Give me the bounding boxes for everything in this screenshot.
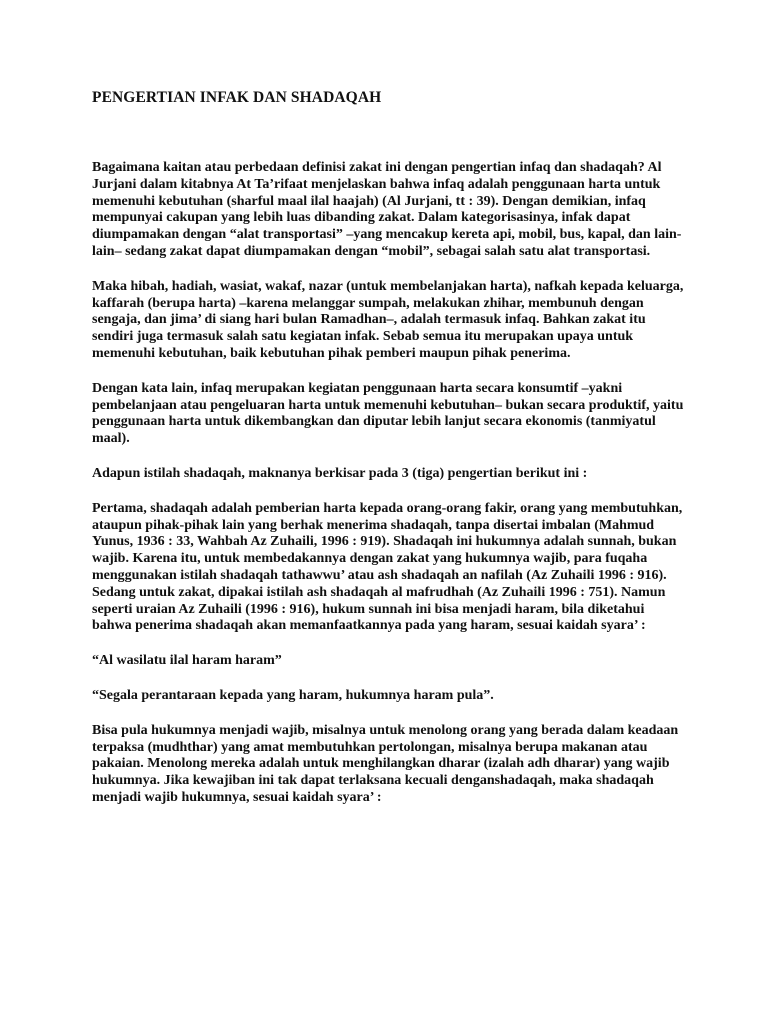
paragraph-shadaqah-obligatory: Bisa pula hukumnya menjadi wajib, misalnya untuk menolong orang yang berada dalam keadaan terpaksa (mudhthar) yang amat membutuhkan pertolongan, misalnya berupa makanan atau pakaian. Menolong mereka adalah untuk menghilangkan dharar (izalah adh dharar) yang wajib hukumnya. Jika kewajiban ini tak dapat terlaksana kecuali denganshadaqah, maka shadaqah menjadi wajib hukumnya, sesuai kaidah syara’ : bbox=[92, 722, 679, 805]
paragraph-kaidah-translation: “Segala perantaraan kepada yang haram, hukumnya haram pula”. bbox=[92, 687, 494, 703]
paragraph-shadaqah-intro: Adapun istilah shadaqah, maknanya berkisar pada 3 (tiga) pengertian berikut ini : bbox=[92, 465, 588, 481]
paragraph-zakat-infaq-definition: Bagaimana kaitan atau perbedaan definisi zakat ini dengan pengertian infaq dan shadaqah? Al Jurjani dalam kitabnya At Ta’rifaat menjelaskan bahwa infaq adalah penggunaan harta untuk memenuhi kebutuhan (sharful maal ilal haajah) (Al Jurjani, tt : 39). Dengan demikian, infaq mempunyai cakupan yang lebih luas dibanding zakat. Dalam kategorisasinya, infak dapat diumpamakan dengan “alat transportasi” –yang mencakup kereta api, mobil, bus, kapal, dan lain-lain– sedang zakat dapat diumpamakan dengan “mobil”, sebagai salah satu alat transportasi. bbox=[92, 160, 682, 259]
paragraph-infaq-scope: Maka hibah, hadiah, wasiat, wakaf, nazar (untuk membelanjakan harta), nafkah kepada keluarga, kaffarah (berupa harta) –karena melanggar sumpah, melakukan zhihar, membunuh dengan sengaja, dan jima’ di siang hari bulan Ramadhan–, adalah termasuk infaq. Bahkan zakat itu sendiri juga termasuk salah satu kegiatan infak. Sebab semua itu merupakan upaya untuk memenuhi kebutuhan, baik kebutuhan pihak pemberi maupun pihak penerima. bbox=[92, 278, 684, 361]
document-page bbox=[92, 88, 686, 825]
paragraph-kaidah-arabic: “Al wasilatu ilal haram haram” bbox=[92, 653, 282, 669]
paragraph-infaq-consumptive: Dengan kata lain, infaq merupakan kegiatan penggunaan harta secara konsumtif –yakni pembelanjaan atau pengeluaran harta untuk memenuhi kebutuhan– bukan secara produktif, yaitu penggunaan harta untuk dikembangkan dan diputar lebih lanjut secara ekonomis (tanmiyatul maal). bbox=[92, 380, 684, 447]
document-title: PENGERTIAN INFAK DAN SHADAQAH bbox=[92, 89, 382, 106]
paragraph-shadaqah-first-meaning: Pertama, shadaqah adalah pemberian harta kepada orang-orang fakir, orang yang membutuhkan, ataupun pihak-pihak lain yang berhak menerima shadaqah, tanpa disertai imbalan (Mahmud Yunus, 1936 : 33, Wahbah Az Zuhaili, 1996 : 919). Shadaqah ini hukumnya adalah sunnah, bukan wajib. Karena itu, untuk membedakannya dengan zakat yang hukumnya wajib, para fuqaha menggunakan istilah shadaqah tathawwu’ atau ash shadaqah an nafilah (Az Zuhaili 1996 : 916). Sedang untuk zakat, dipakai istilah ash shadaqah al mafrudhah (Az Zuhaili 1996 : 751). Namun seperti uraian Az Zuhaili (1996 : 916), hukum sunnah ini bisa menjadi haram, bila diketahui bahwa penerima shadaqah akan memanfaatkannya pada yang haram, sesuai kaidah syara’ : bbox=[92, 500, 683, 634]
